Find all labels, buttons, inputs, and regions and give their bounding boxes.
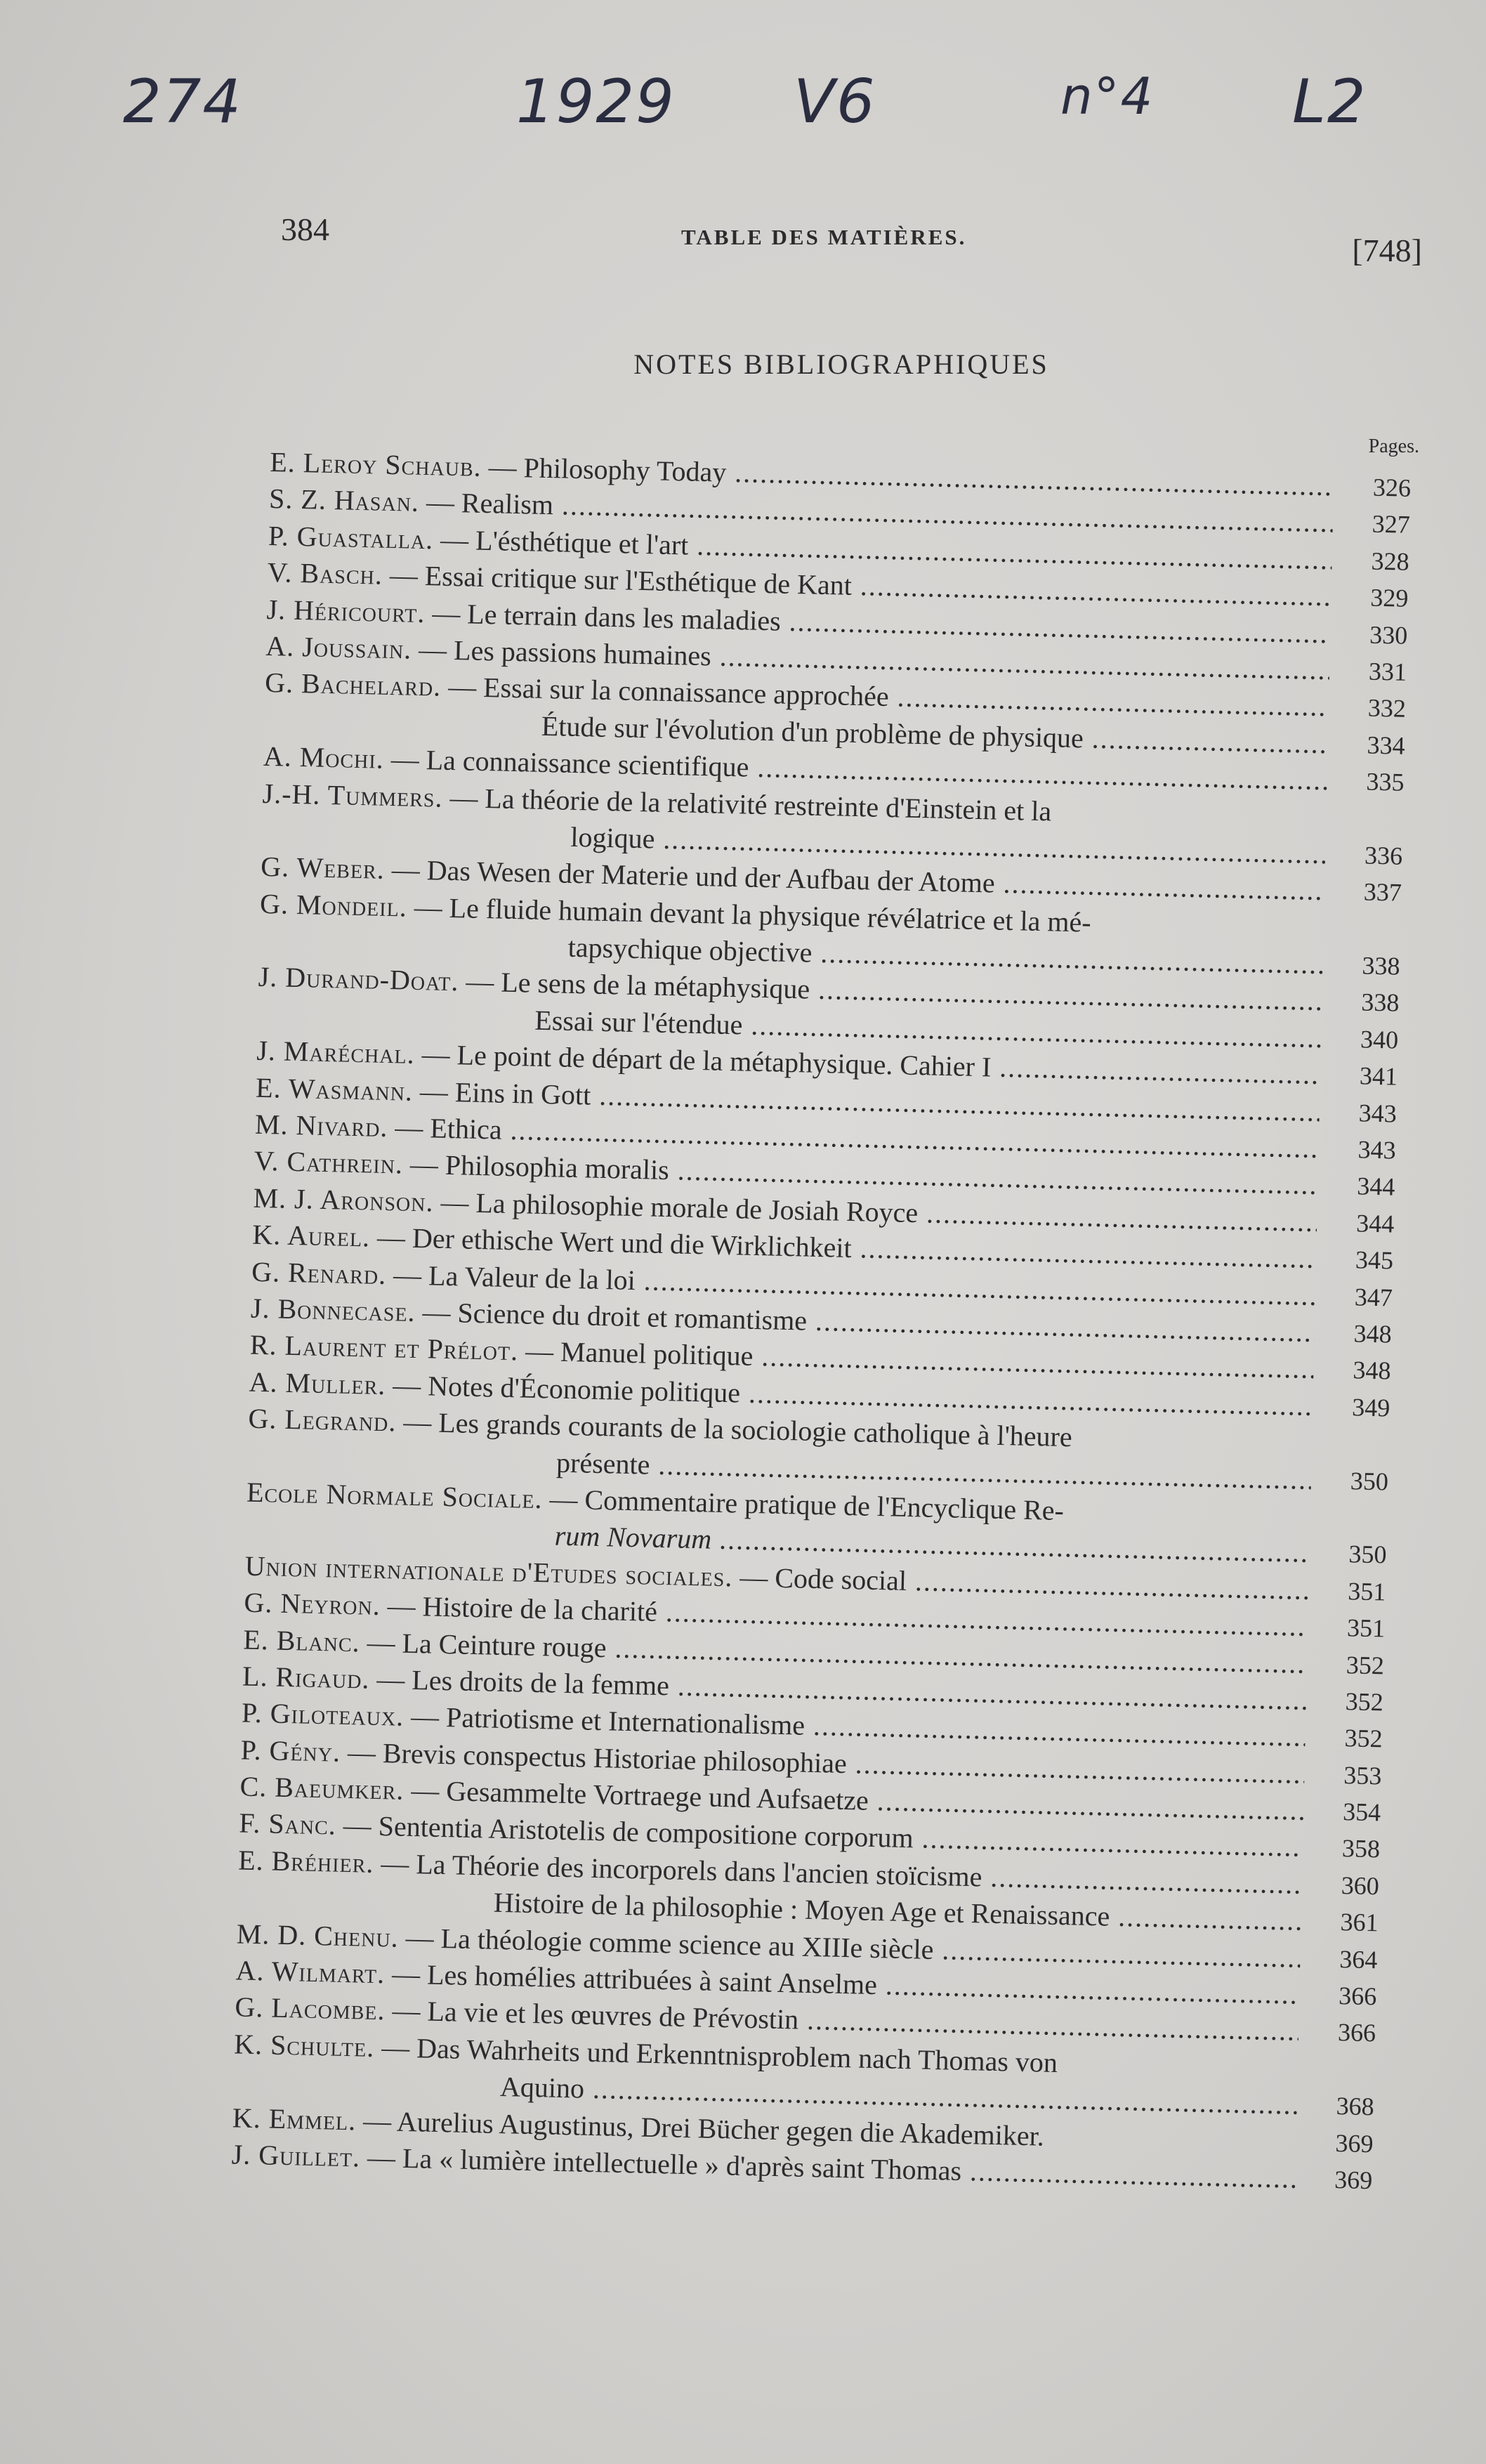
- handwritten-note-2: 1929: [516, 67, 676, 137]
- toc-entry: A. Mochi. — La connaissance scientifique ..... 335: [263, 738, 1405, 801]
- toc-entry: Étude sur l'évolution d'un problème de physique ..... 334: [263, 702, 1405, 764]
- section-title: NOTES BIBLIOGRAPHIQUES: [633, 348, 1049, 380]
- page-number: 384: [281, 211, 329, 247]
- toc-entry: G. Legrand. — Les grands courants de la sociologie catholique à l'heure: [248, 1402, 1073, 1453]
- toc-entry: P. Guastalla. — L'ésthétique et l'art ..... 328: [268, 518, 1409, 580]
- toc-entry: tapsychique objective ..... 338: [258, 922, 1400, 985]
- running-head: [281, 211, 1422, 281]
- toc-entry: M. D. Chenu. — La théologie comme science au XIIIe siècle ..... 364: [236, 1915, 1378, 1978]
- pages-column-label: Pages.: [1368, 435, 1419, 457]
- table-of-contents: [231, 444, 1411, 2199]
- toc-entry: E. Leroy Schaub. — Philosophy Today ..... 326: [270, 444, 1412, 506]
- toc-entry: A. Wilmart. — Les homélies attribuées à saint Anselme ..... 366: [235, 1952, 1377, 2014]
- toc-entry: E. Bréhier. — La Théorie des incorporels dans l'ancien stoïcisme ..... 360: [238, 1842, 1380, 1904]
- running-title: TABLE DES MATIÈRES.: [681, 225, 967, 249]
- toc-entry: J. Guillet. — La « lumière intellectuelle » d'après saint Thomas ..... 369: [231, 2136, 1373, 2198]
- toc-entry: J.-H. Tummers. — La théorie de la relativité restreinte d'Einstein et la: [262, 777, 1052, 827]
- toc-entry: K. Schulte. — Das Wahrheits und Erkenntnisproblem nach Thomas von: [233, 2028, 1058, 2078]
- toc-entry: M. J. Aronson. — La philosophie morale de Josiah Royce ..... 344: [253, 1180, 1395, 1243]
- toc-entry: P. Gény. — Brevis conspectus Historiae philosophiae ..... 353: [240, 1731, 1382, 1794]
- bracketed-page-number: [748]: [1352, 232, 1422, 268]
- toc-entry: présente ..... 350: [247, 1437, 1389, 1500]
- toc-entry: rum Novarum ..... 350: [245, 1511, 1387, 1573]
- toc-entry: S. Z. Hasan. — Realism ..... 327: [269, 480, 1411, 543]
- toc-entry: Union internationale d'Etudes sociales. — Code social ..... 351: [244, 1547, 1386, 1610]
- toc-entry: K. Aurel. — Der ethische Wert und die Wirklichkeit ..... 345: [252, 1217, 1394, 1279]
- toc-entry: Ecole Normale Sociale. — Commentaire pratique de l'Encyclique Re-: [246, 1476, 1065, 1526]
- handwritten-note-3: V6: [794, 67, 876, 137]
- toc-entry: R. Laurent et Prélot. — Manuel politique ..... 348: [249, 1327, 1391, 1389]
- handwritten-note-4: n°4: [1060, 67, 1155, 126]
- toc-entry: G. Neyron. — Histoire de la charité ..... 351: [244, 1585, 1386, 1647]
- toc-entry: Essai sur l'étendue ..... 340: [257, 996, 1399, 1059]
- toc-entry: F. Sanc. — Sententia Aristotelis de compositione corporum ..... 358: [239, 1805, 1381, 1868]
- handwritten-note-1: 274: [123, 67, 243, 137]
- toc-entry: G. Bachelard. — Essai sur la connaissance approchée ..... 332: [265, 664, 1407, 727]
- toc-entry: E. Wasmann. — Eins in Gott ..... 343: [256, 1069, 1398, 1132]
- toc-entry: G. Weber. — Das Wesen der Materie und der Aufbau der Atome ..... 337: [261, 848, 1402, 911]
- toc-entry: G. Renard. — La Valeur de la loi ..... 347: [251, 1253, 1393, 1316]
- toc-entry: A. Joussain. — Les passions humaines ..... 331: [265, 628, 1407, 690]
- toc-entry: P. Giloteaux. — Patriotisme et Internationalisme ..... 352: [241, 1695, 1383, 1757]
- toc-entry: J. Bonnecase. — Science du droit et romantisme ..... 348: [250, 1290, 1392, 1353]
- toc-entry: E. Blanc. — La Ceinture rouge ..... 352: [243, 1621, 1385, 1684]
- toc-entry: V. Cathrein. — Philosophia moralis ..... 344: [254, 1143, 1395, 1205]
- toc-entry: A. Muller. — Notes d'Économie politique ..... 349: [249, 1363, 1390, 1426]
- toc-entry: V. Basch. — Essai critique sur l'Esthétique de Kant ..... 329: [267, 554, 1409, 617]
- toc-entry: C. Baeumker. — Gesammelte Vortraege und Aufsaetze ..... 354: [239, 1769, 1381, 1831]
- toc-entry: G. Mondeil. — Le fluide humain devant la physique révélatrice et la mé-: [259, 887, 1092, 938]
- toc-entry: J. Maréchal. — Le point de départ de la métaphysique. Cahier I ..... 341: [256, 1033, 1398, 1095]
- toc-entry: J. Durand-Doat. — Le sens de la métaphysique ..... 338: [258, 959, 1400, 1021]
- toc-entry: Histoire de la philosophie : Moyen Age et Renaissance ..... 361: [237, 1879, 1379, 1941]
- toc-entry: M. Nivard. — Ethica ..... 343: [254, 1106, 1396, 1169]
- handwritten-note-5: L2: [1292, 67, 1367, 137]
- toc-entry: K. Emmel. — Aurelius Augustinus, Drei Bücher gegen die Akademiker. 369: [232, 2101, 1374, 2158]
- toc-entry: Aquino ..... 368: [233, 2063, 1375, 2125]
- toc-entry: logique ..... 336: [261, 812, 1403, 874]
- toc-entry: G. Lacombe. — La vie et les œuvres de Prévostin ..... 366: [235, 1989, 1376, 2052]
- toc-entry: L. Rigaud. — Les droits de la femme ..... 352: [242, 1658, 1384, 1720]
- toc-entry: J. Héricourt. — Le terrain dans les maladies ..... 330: [266, 591, 1408, 654]
